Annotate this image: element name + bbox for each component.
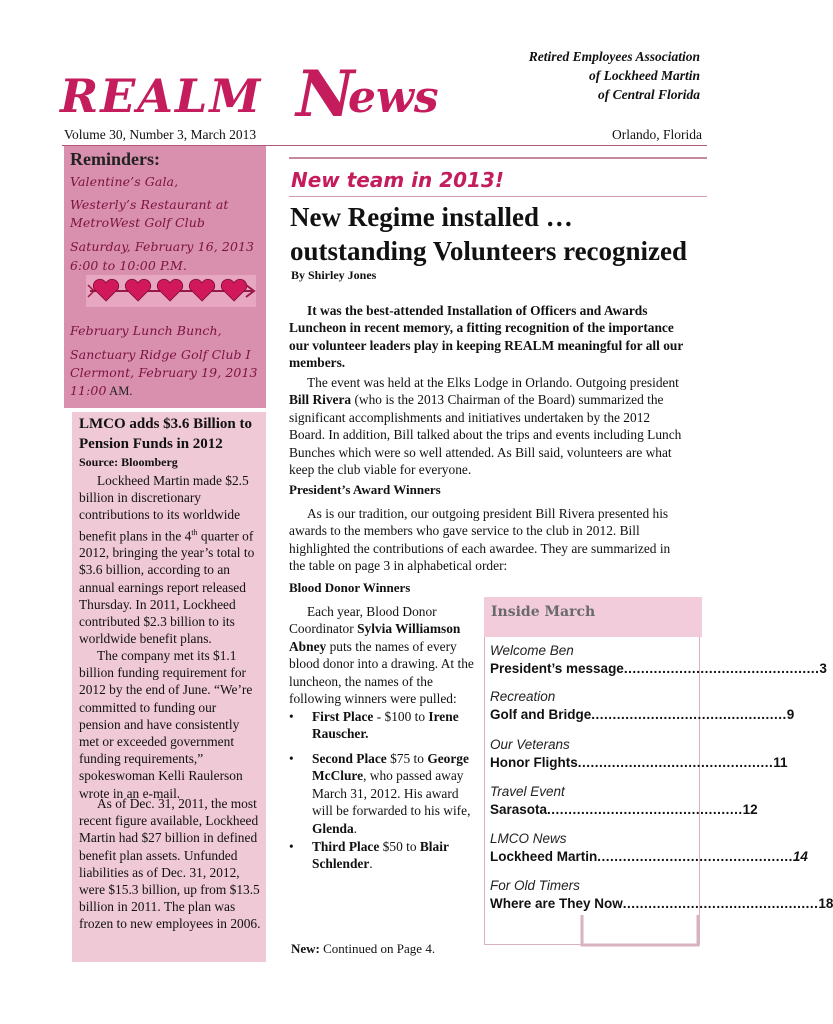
toc-entry[interactable] bbox=[490, 849, 808, 864]
org-line-1: Retired Employees Association bbox=[528, 49, 700, 64]
winner-note-end: . bbox=[353, 820, 358, 836]
lmco-p1-text: Lockheed Martin made $2.5 billion in discretionary contributions to its worldwide benefit plans in the 4 bbox=[79, 473, 249, 544]
bullet-icon: • bbox=[289, 751, 294, 766]
toc-leader: .............................................. bbox=[591, 707, 787, 722]
continued-note bbox=[291, 941, 435, 957]
bullet-icon: • bbox=[289, 839, 294, 854]
logo-ews: ews bbox=[348, 72, 439, 123]
gala-venue: Westerly’s Restaurant at bbox=[70, 197, 229, 212]
toc-page: 18 bbox=[818, 896, 833, 911]
toc-section: For Old Timers bbox=[490, 878, 580, 893]
toc-entry[interactable] bbox=[490, 661, 827, 676]
lunch-bunch-venue: Sanctuary Ridge Golf Club I bbox=[70, 347, 251, 362]
toc-label: President’s message bbox=[490, 661, 624, 676]
lmco-p1-text-2: quarter of 2012, bringing the year’s total to $3.6 billion, according to an annual earnings report released Thursday. In 2011, Lockheed contributed $2.3 billion to its worldwide benefit plans. bbox=[79, 528, 255, 647]
winner-name: George McClure bbox=[312, 751, 469, 784]
toc-leader: .............................................. bbox=[597, 849, 793, 864]
donor-heading: Blood Donor Winners bbox=[289, 580, 411, 595]
article-byline: By Shirley Jones bbox=[291, 268, 377, 282]
gala-venue-2: MetroWest Golf Club bbox=[70, 215, 205, 230]
article-intro: It was the best-attended Installation of Officers and Awards Luncheon in recent memory, a fitting recognition of the importance our volunteer leaders play in keeping REALM meaningful for all our members. bbox=[289, 303, 684, 371]
lmco-source: Source: Bloomberg bbox=[79, 455, 178, 469]
winner-place: Third Place bbox=[312, 839, 380, 854]
toc-label: Lockheed Martin bbox=[490, 849, 598, 864]
winner-amount: - $100 to bbox=[373, 709, 429, 724]
donor-text: Each year, Blood Donor Coordinator bbox=[289, 604, 437, 637]
toc-page: 9 bbox=[786, 707, 795, 722]
award-paragraph: As is our tradition, our outgoing president Bill Rivera presented his awards to the members who gave service to the club in 2012. Bill highlighted the contributions of each awardee. They are summarized in the table on page 3 in alphabetical order: bbox=[289, 506, 671, 574]
article-headline-line-2: outstanding Volunteers recognized bbox=[290, 236, 688, 266]
org-line-3: of Central Florida bbox=[597, 87, 700, 102]
toc-section: Travel Event bbox=[490, 784, 565, 799]
winner-name: Irene Rauscher. bbox=[312, 709, 459, 742]
donor-paragraph bbox=[289, 603, 477, 707]
article-kicker: New team in 2013! bbox=[291, 168, 505, 192]
toc-leader: .............................................. bbox=[547, 802, 743, 817]
organization-name bbox=[440, 47, 700, 104]
logo-realm: REALM bbox=[60, 69, 263, 123]
award-heading: President’s Award Winners bbox=[289, 482, 441, 497]
lunch-bunch-title: February Lunch Bunch, bbox=[70, 323, 222, 338]
article-headline-line-1: New Regime installed … bbox=[290, 202, 573, 232]
toc-section: LMCO News bbox=[490, 831, 567, 846]
toc-entry[interactable] bbox=[490, 896, 833, 911]
article-top-rule bbox=[289, 157, 707, 159]
toc-page: 11 bbox=[773, 755, 788, 770]
winner-third bbox=[312, 838, 480, 873]
toc-entry[interactable] bbox=[490, 802, 758, 817]
event-name: Bill Rivera bbox=[289, 392, 352, 408]
toc-label: Golf and Bridge bbox=[490, 707, 592, 722]
gala-title: Valentine’s Gala, bbox=[70, 174, 179, 189]
toc-section: Our Veterans bbox=[490, 737, 570, 752]
issue-city: Orlando, Florida bbox=[612, 127, 702, 142]
lunch-bunch-venue-2: Clermont, February 19, 2013 bbox=[70, 365, 258, 380]
donor-text-2: puts the names of every blood donor into a drawing. At the luncheon, the names of the following winners were pulled: bbox=[289, 638, 474, 707]
lunch-time-value: 11:00 bbox=[70, 383, 107, 398]
toc-page: 12 bbox=[742, 802, 758, 817]
toc-label: Honor Flights bbox=[490, 755, 578, 770]
lmco-paragraph-1 bbox=[79, 472, 261, 648]
toc-entry[interactable] bbox=[490, 755, 788, 770]
winner-amount: $75 to bbox=[386, 751, 428, 766]
toc-page: 3 bbox=[819, 661, 827, 676]
toc-leader: .............................................. bbox=[622, 896, 819, 911]
winner-place: Second Place bbox=[312, 751, 387, 766]
toc-entry[interactable] bbox=[490, 707, 795, 722]
lmco-paragraph-3: As of Dec. 31, 2011, the most recent figure available, Lockheed Martin had $27 billion in defined benefit plan assets. Unfunded liabilities as of Dec. 31, 2012, were $15.3 billion, up from $13.5 billion in 2011. The plan was frozen to new employees in 2006. bbox=[79, 796, 261, 932]
winner-name: Blair Schlender bbox=[312, 839, 449, 872]
inside-title: Inside March bbox=[491, 604, 596, 620]
winner-amount: $50 to bbox=[379, 839, 420, 854]
toc-page: 14 bbox=[792, 849, 808, 864]
continued-text: Continued on Page 4. bbox=[319, 941, 436, 956]
issue-volume: Volume 30, Number 3, March 2013 bbox=[64, 127, 257, 142]
toc-section: Recreation bbox=[490, 689, 556, 704]
toc-leader: .............................................. bbox=[623, 661, 820, 676]
lmco-p1-sup: th bbox=[191, 527, 198, 537]
lmco-paragraph-2: The company met its $1.1 billion funding requirement for 2012 by the end of June. “We’re committed to funding our pension and have consistently met or exceeded government funding requirements,” spokeswoman Kelli Raulerson wrote in an e-mail. bbox=[79, 648, 253, 801]
logo-n: N bbox=[296, 57, 355, 132]
org-line-2: of Lockheed Martin bbox=[589, 68, 700, 83]
gala-date: Saturday, February 16, 2013 bbox=[70, 239, 255, 254]
event-text: The event was held at the Elks Lodge in Orlando. Outgoing president bbox=[307, 375, 679, 390]
article-kicker-rule bbox=[289, 196, 707, 197]
box-corner-decoration bbox=[580, 915, 700, 949]
masthead-logo bbox=[58, 57, 498, 132]
donor-coordinator: Sylvia Williamson Abney bbox=[289, 621, 461, 654]
continued-label: New: bbox=[291, 941, 320, 956]
reminders-title: Reminders: bbox=[70, 149, 160, 169]
winner-end: . bbox=[369, 856, 373, 872]
lunch-bunch-time bbox=[70, 381, 133, 401]
toc-section: Welcome Ben bbox=[490, 643, 574, 658]
lmco-headline: LMCO adds $3.6 Billion to Pension Funds in 2012 bbox=[79, 416, 252, 452]
article-event-paragraph bbox=[289, 374, 689, 478]
toc-leader: .............................................. bbox=[577, 755, 774, 770]
winner-place: First Place bbox=[312, 709, 374, 724]
winner-wife: Glenda bbox=[312, 820, 354, 836]
event-text-2: (who is the 2013 Chairman of the Board) summarized the significant accomplishments and initiatives undertaken by the 2012 Board. In addition, Bill talked about the trips and events including Lunch Bunches which were so well attended. As Bill said, volunteers are what keep the club viable for everyone. bbox=[289, 392, 682, 478]
gala-time: 6:00 to 10:00 P.M. bbox=[70, 258, 187, 273]
bullet-icon: • bbox=[289, 709, 294, 724]
winner-note: , who passed away March 31, 2012. His award will be forwarded to his wife, bbox=[312, 768, 471, 819]
toc-label: Where are They Now bbox=[490, 896, 623, 911]
winner-second bbox=[312, 750, 480, 837]
winner-first bbox=[312, 708, 480, 743]
lunch-time-ampm: AM. bbox=[106, 384, 133, 398]
hearts-arrow-decoration-icon bbox=[86, 275, 256, 307]
toc-label: Sarasota bbox=[490, 802, 548, 817]
